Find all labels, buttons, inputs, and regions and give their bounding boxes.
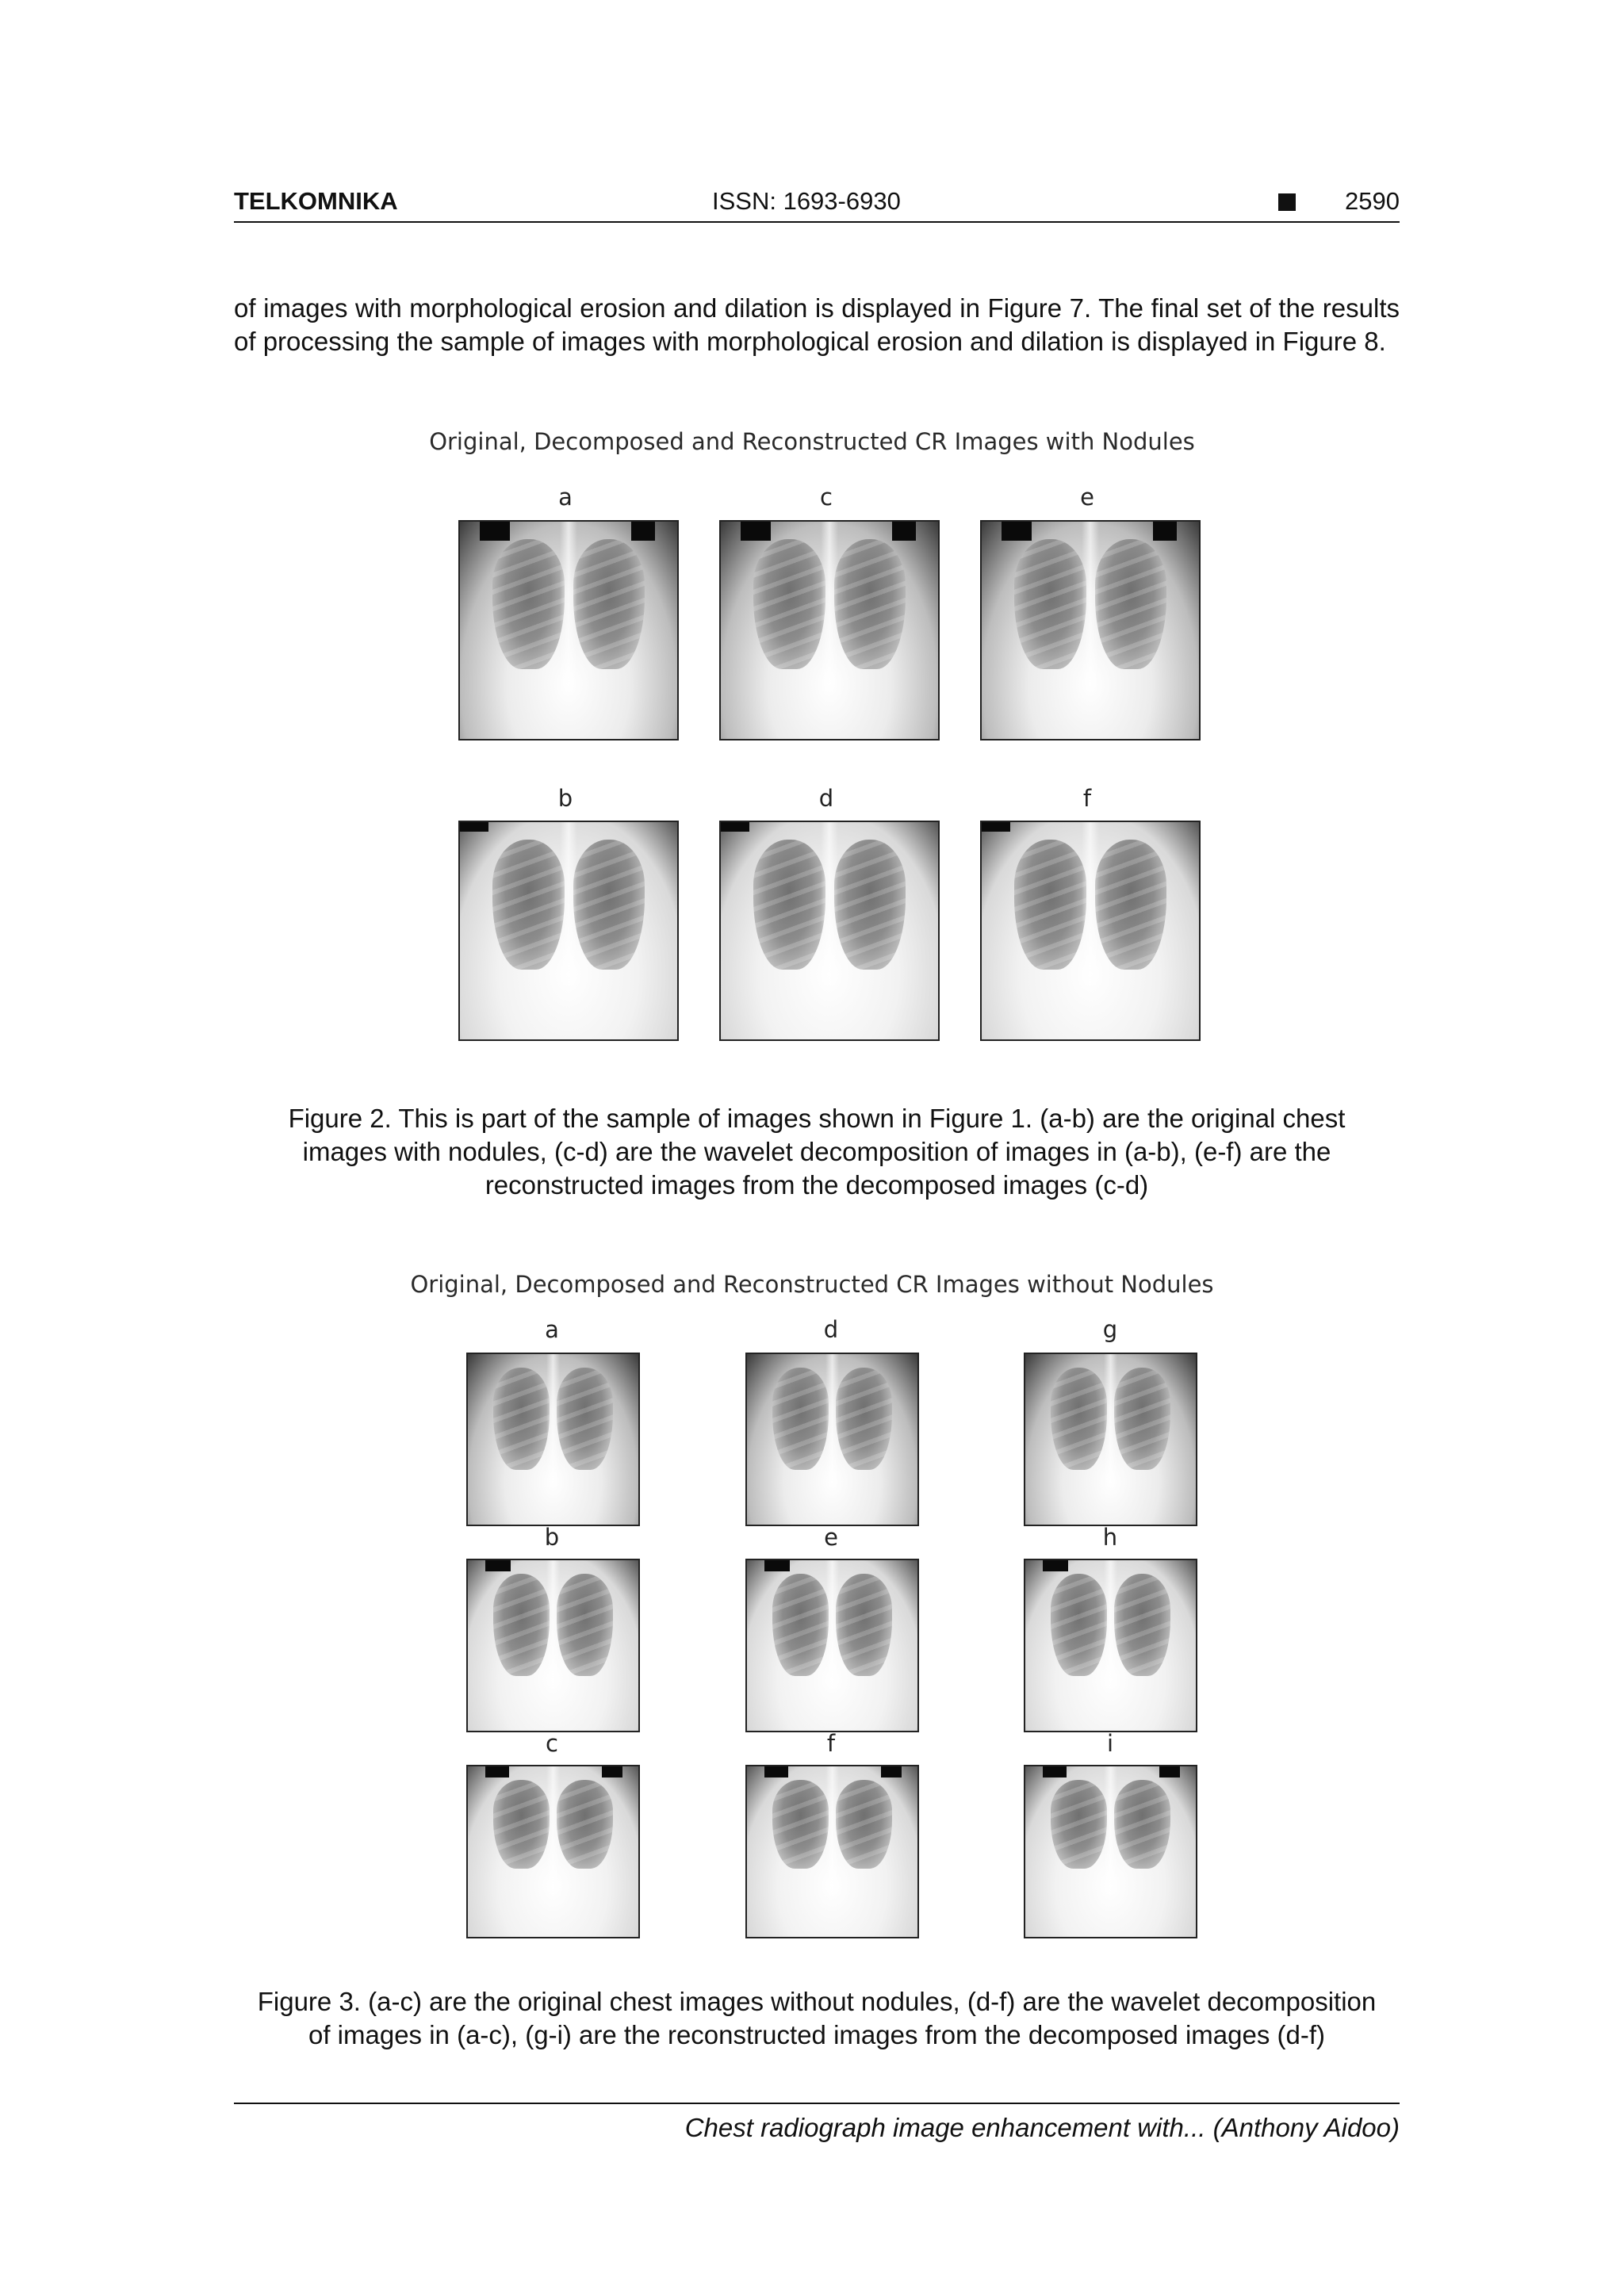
figure2-caption-line1: Figure 2. This is part of the sample of images shown in Figure 1. (a-b) are the original chest bbox=[288, 1104, 1346, 1133]
figure2-image-d bbox=[719, 821, 940, 1041]
figure2-image-b bbox=[458, 821, 679, 1041]
journal-name: TELKOMNIKA bbox=[234, 187, 398, 215]
page-number: 2590 bbox=[1345, 187, 1400, 215]
figure3-label-i: i bbox=[1106, 1730, 1114, 1757]
figure2-image-f bbox=[980, 821, 1201, 1041]
figure3-image-g bbox=[1024, 1353, 1197, 1526]
figure3-label-d: d bbox=[823, 1316, 839, 1343]
figure2-caption-line2: images with nodules, (c-d) are the wavelet decomposition of images in (a-b), (e-f) are the bbox=[302, 1137, 1331, 1166]
figure3-label-e: e bbox=[824, 1524, 838, 1551]
figure3-caption-line1: Figure 3. (a-c) are the original chest images without nodules, (d-f) are the wavelet decomposition bbox=[257, 1987, 1377, 2016]
figure2-label-e: e bbox=[1080, 484, 1094, 511]
figure3-image-b bbox=[466, 1559, 640, 1732]
footer-rule bbox=[234, 2103, 1400, 2104]
figure3-title: Original, Decomposed and Reconstructed CR Images without Nodules bbox=[410, 1271, 1214, 1298]
figure3-caption-line2: of images in (a-c), (g-i) are the reconstructed images from the decomposed images (d-f) bbox=[308, 2020, 1325, 2049]
figure3-label-g: g bbox=[1102, 1316, 1118, 1343]
figure2-caption-line3: reconstructed images from the decomposed images (c-d) bbox=[485, 1170, 1149, 1200]
figure3-label-b: b bbox=[544, 1524, 560, 1551]
body-paragraph: of images with morphological erosion and dilation is displayed in Figure 7. The final set of the results of processing the sample of images with morphological erosion and dilation is displayed in Figure 8. bbox=[234, 293, 1400, 356]
figure3-image-h bbox=[1024, 1559, 1197, 1732]
figure3-image-e bbox=[745, 1559, 919, 1732]
issn: ISSN: 1693-6930 bbox=[712, 187, 901, 215]
square-bullet-icon bbox=[1278, 193, 1296, 211]
figure3-image-c bbox=[466, 1765, 640, 1938]
figure2-image-c bbox=[719, 520, 940, 740]
figure3-label-a: a bbox=[545, 1316, 559, 1343]
figure2-label-b: b bbox=[557, 785, 573, 812]
figure2-label-a: a bbox=[558, 484, 573, 511]
figure3-label-h: h bbox=[1102, 1524, 1118, 1551]
running-title: Chest radiograph image enhancement with... (Anthony Aidoo) bbox=[684, 2113, 1400, 2142]
figure2-image-e bbox=[980, 520, 1201, 740]
figure2-title: Original, Decomposed and Reconstructed CR Images with Nodules bbox=[429, 428, 1195, 455]
figure3-image-d bbox=[745, 1353, 919, 1526]
figure2-label-f: f bbox=[1082, 785, 1092, 812]
figure3-label-c: c bbox=[546, 1730, 558, 1757]
figure3-image-f bbox=[745, 1765, 919, 1938]
figure2-image-a bbox=[458, 520, 679, 740]
figure3-image-i bbox=[1024, 1765, 1197, 1938]
figure3-label-f: f bbox=[826, 1730, 836, 1757]
header-rule bbox=[234, 221, 1400, 223]
figure2-label-c: c bbox=[820, 484, 833, 511]
figure2-label-d: d bbox=[818, 785, 834, 812]
figure3-image-a bbox=[466, 1353, 640, 1526]
